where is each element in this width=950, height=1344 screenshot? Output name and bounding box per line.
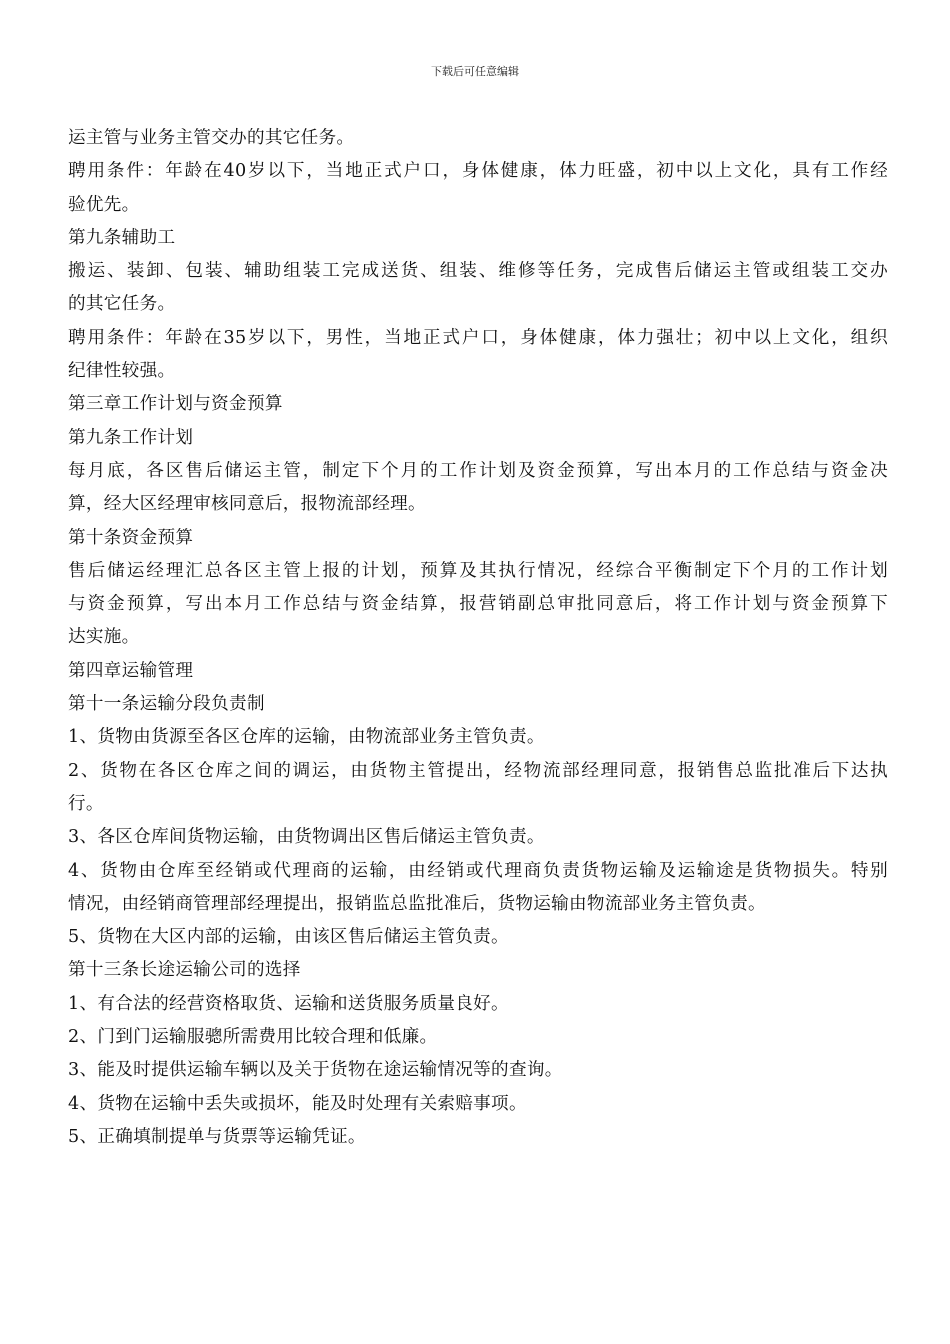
text-line: 情况，由经销商管理部经理提出，报销监总监批准后，货物运输由物流部业务主管负责。 [68, 893, 766, 914]
text-line: 售后储运经理汇总各区主管上报的计划，预算及其执行情况，经综合平衡制定下个月的工作计划 [68, 560, 888, 581]
text-line: 与资金预算，写出本月工作总结与资金结算，报营销副总审批同意后，将工作计划与资金预算下 [68, 594, 888, 615]
text-line: 达实施。 [68, 627, 140, 648]
list-item: 1、货物由货源至各区仓库的运输，由物流部业务主管负责。 [68, 727, 545, 748]
document-body [68, 122, 888, 1154]
text-line: 聘用条件：年龄在40岁以下，当地正式户口，身体健康，体力旺盛，初中以上文化，具有工作经 [68, 161, 888, 182]
list-item: 1、有合法的经营资格取货、运输和送货服务质量良好。 [68, 993, 509, 1014]
section-heading: 第九条辅助工 [68, 227, 176, 248]
section-heading: 第十三条长途运输公司的选择 [68, 960, 301, 981]
text-line: 纪律性较强。 [68, 361, 176, 382]
list-item: 5、货物在大区内部的运输，由该区售后储运主管负责。 [68, 927, 509, 948]
list-item: 2、货物在各区仓库之间的调运，由货物主管提出，经物流部经理同意，报销售总监批准后下达执 [68, 760, 888, 781]
list-item: 4、货物由仓库至经销或代理商的运输，由经销或代理商负责货物运输及运输途是货物损失。特别 [68, 860, 888, 881]
list-item: 2、门到门运输服骢所需费用比较合理和低廉。 [68, 1027, 438, 1048]
text-line: 的其它任务。 [68, 294, 176, 315]
section-heading: 第九条工作计划 [68, 427, 194, 448]
section-heading: 第十条资金预算 [68, 527, 194, 548]
page-header: 下载后可任意编辑 [431, 65, 519, 78]
section-heading: 第十一条运输分段负责制 [68, 694, 265, 715]
text-line: 验优先。 [68, 194, 140, 215]
text-line: 搬运、装卸、包装、辅助组装工完成送货、组装、维修等任务，完成售后储运主管或组装工交办 [68, 261, 888, 282]
list-item: 5、正确填制提单与货票等运输凭证。 [68, 1126, 366, 1147]
text-line: 运主管与业务主管交办的其它任务。 [68, 128, 355, 148]
chapter-heading: 第三章工作计划与资金预算 [68, 394, 283, 415]
text-line: 每月底，各区售后储运主管，制定下个月的工作计划及资金预算，写出本月的工作总结与资金决 [68, 460, 888, 481]
chapter-heading: 第四章运输管理 [68, 660, 194, 681]
text-line: 聘用条件：年龄在35岁以下，男性，当地正式户口，身体健康，体力强壮；初中以上文化，组织 [68, 327, 888, 348]
list-item: 3、能及时提供运输车辆以及关于货物在途运输情况等的查询。 [68, 1060, 563, 1081]
text-line: 行。 [68, 793, 104, 814]
list-item: 3、各区仓库间货物运输，由货物调出区售后储运主管负责。 [68, 827, 545, 848]
list-item: 4、货物在运输中丢失或损坏，能及时处理有关索赔事项。 [68, 1093, 527, 1114]
text-line: 算，经大区经理审核同意后，报物流部经理。 [68, 494, 426, 515]
